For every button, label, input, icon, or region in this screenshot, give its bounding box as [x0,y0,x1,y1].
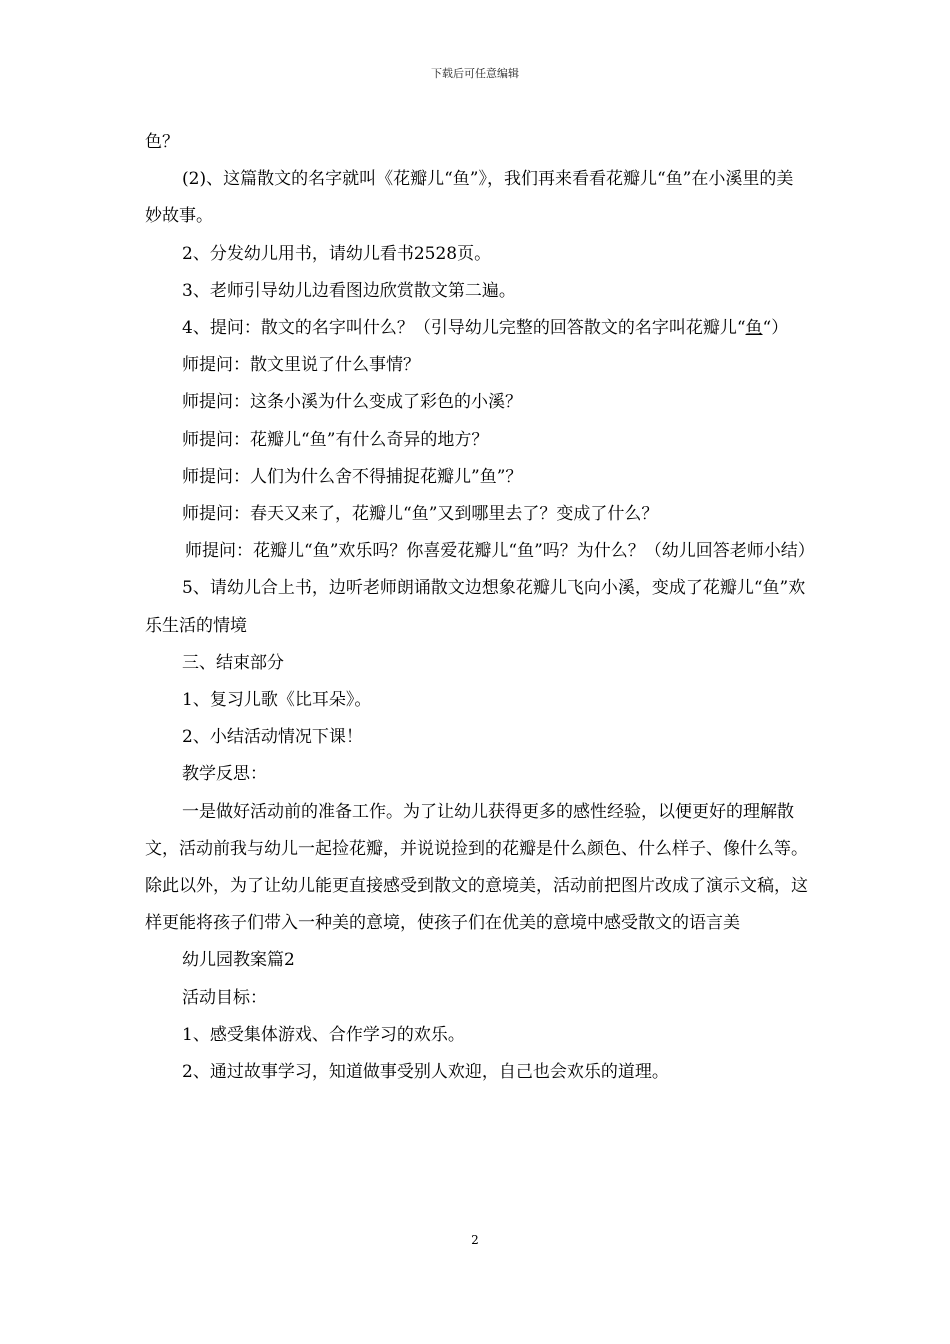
page-number: 2 [471,1233,479,1247]
section-heading: 三、结束部分 [182,652,284,673]
paragraph: 3、老师引导幼儿边看图边欣赏散文第二遍。 [182,280,516,301]
paragraph: 2、小结活动情况下课！ [182,727,363,748]
section-heading: 教学反思： [182,764,267,785]
paragraph: 5、请幼儿合上书，边听老师朗诵散文边想象花瓣儿飞向小溪，变成了花瓣儿“鱼”欢乐生活的情境 [145,578,806,636]
paragraph: 师提问：春天又来了，花瓣儿“鱼”又到哪里去了？变成了什么？ [182,504,659,525]
paragraph [145,310,810,347]
paragraph: 师提问：人们为什么舍不得捕捉花瓣儿”鱼”？ [182,466,523,487]
paragraph: 一是做好活动前的准备工作。为了让幼儿获得更多的感性经验，以便更好的理解散文，活动前我与幼儿一起捡花瓣，并说说捡到的花瓣是什么颜色、什么样子、像什么等。除此以外，为了让幼儿能更直接感受到散文的意境美，活动前把图片改成了演示文稿，这样更能将孩子们带入一种美的意境，使孩子们在优美的意境中感受散文的语言美 [145,801,808,934]
paragraph: 师提问：这条小溪为什么变成了彩色的小溪？ [182,392,522,413]
section-heading: 幼儿园教案篇2 [182,950,295,971]
paragraph: 1、复习儿歌《比耳朵》。 [182,690,372,711]
document-body [145,124,815,1091]
paragraph: (2)、这篇散文的名字就叫《花瓣儿“鱼”》，我们再来看看花瓣儿“鱼”在小溪里的美妙故事。 [145,169,794,227]
paragraph: 2、通过故事学习，知道做事受别人欢迎，自己也会欢乐的道理。 [182,1062,669,1083]
paragraph: 师提问：花瓣儿“鱼”欢乐吗？你喜爱花瓣儿“鱼”吗？为什么？（幼儿回答老师小结） [185,541,815,562]
underlined-word: 鱼 [745,318,763,339]
paragraph-text: “） [762,318,789,339]
paragraph: 色？ [145,132,179,152]
paragraph: 1、感受集体游戏、合作学习的欢乐。 [182,1024,465,1045]
page-header: 下载后可任意编辑 [431,67,519,80]
section-heading: 活动目标： [182,987,267,1008]
paragraph: 2、分发幼儿用书，请幼儿看书2528页。 [182,243,492,264]
paragraph: 师提问：花瓣儿“鱼”有什么奇异的地方？ [182,429,489,450]
paragraph-text: 4、提问：散文的名字叫什么？（引导幼儿完整的回答散文的名字叫花瓣儿“ [182,318,746,339]
paragraph: 师提问：散文里说了什么事情？ [182,355,420,376]
